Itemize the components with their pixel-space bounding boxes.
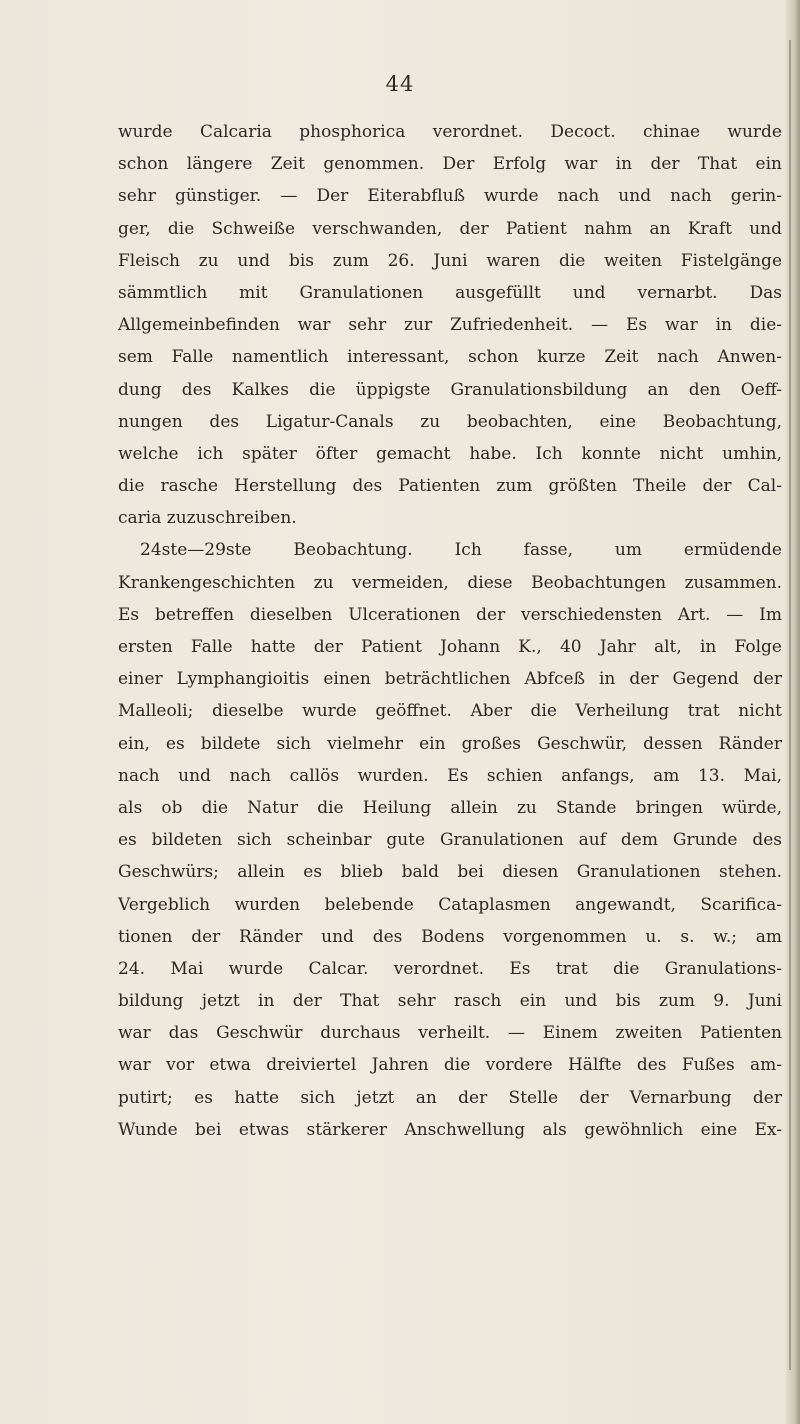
text-line: Fleisch zu und bis zum 26. Juni waren die weiten Fistelgänge <box>118 250 782 271</box>
text-line: ein, es bildete sich vielmehr ein großes Geschwür, dessen Ränder <box>118 733 782 754</box>
text-line: ger, die Schweiße verschwanden, der Patient nahm an Kraft und <box>118 218 782 239</box>
text-line: Allgemeinbefinden war sehr zur Zufriedenheit. — Es war in die- <box>118 315 782 336</box>
text-line: putirt; es hatte sich jetzt an der Stelle der Vernarbung der <box>118 1087 782 1108</box>
text-line: Malleoli; dieselbe wurde geöffnet. Aber die Verheilung trat nicht <box>118 701 782 722</box>
body-text <box>118 116 782 1146</box>
text-line: nach und nach callös wurden. Es schien anfangs, am 13. Mai, <box>118 765 782 786</box>
text-line: nungen des Ligatur-Canals zu beobachten, eine Beobachtung, <box>118 411 782 432</box>
text-line: sem Falle namentlich interessant, schon kurze Zeit nach Anwen- <box>118 347 782 368</box>
binding-line <box>789 40 791 1370</box>
text-line: sämmtlich mit Granulationen ausgefüllt und vernarbt. Das <box>118 282 782 303</box>
text-line: als ob die Natur die Heilung allein zu Stande bringen würde, <box>118 797 782 818</box>
text-line: welche ich später öfter gemacht habe. Ich konnte nicht umhin, <box>118 443 782 464</box>
text-line: caria zuzuschreiben. <box>118 508 297 529</box>
text-line: schon längere Zeit genommen. Der Erfolg war in der That ein <box>118 154 782 175</box>
text-line: 24ste—29ste Beobachtung. Ich fasse, um ermüdende <box>140 540 782 561</box>
text-line: dung des Kalkes die üppigste Granulationsbildung an den Oeff- <box>118 379 782 400</box>
text-line: war das Geschwür durchaus verheilt. — Einem zweiten Patienten <box>118 1023 782 1044</box>
text-line: war vor etwa dreiviertel Jahren die vordere Hälfte des Fußes am- <box>118 1055 782 1076</box>
text-line: Es betreffen dieselben Ulcerationen der verschiedensten Art. — Im <box>118 604 782 625</box>
text-line: tionen der Ränder und des Bodens vorgenommen u. s. w.; am <box>118 926 782 947</box>
text-line: bildung jetzt in der That sehr rasch ein und bis zum 9. Juni <box>118 991 782 1012</box>
text-line: wurde Calcaria phosphorica verordnet. Decoct. chinae wurde <box>118 122 782 142</box>
text-line: ersten Falle hatte der Patient Johann K., 40 Jahr alt, in Folge <box>118 637 782 657</box>
text-line: die rasche Herstellung des Patienten zum größten Theile der Cal- <box>118 476 782 497</box>
text-line: einer Lymphangioitis einen beträchtlichen Abfceß in der Gegend der <box>118 669 782 690</box>
page-number: 44 <box>385 72 415 96</box>
text-line: Wunde bei etwas stärkerer Anschwellung als gewöhnlich eine Ex- <box>118 1119 782 1140</box>
text-line: Krankengeschichten zu vermeiden, diese Beobachtungen zusammen. <box>118 572 782 593</box>
text-line: es bildeten sich scheinbar gute Granulationen auf dem Grunde des <box>118 830 782 851</box>
page-edge <box>786 0 800 1424</box>
text-line: Geschwürs; allein es blieb bald bei diesen Granulationen stehen. <box>118 862 782 883</box>
text-line: Vergeblich wurden belebende Cataplasmen angewandt, Scarifica- <box>118 894 782 915</box>
text-line: sehr günstiger. — Der Eiterabfluß wurde nach und nach gerin- <box>118 186 782 207</box>
text-line: 24. Mai wurde Calcar. verordnet. Es trat die Granulations- <box>118 958 782 979</box>
